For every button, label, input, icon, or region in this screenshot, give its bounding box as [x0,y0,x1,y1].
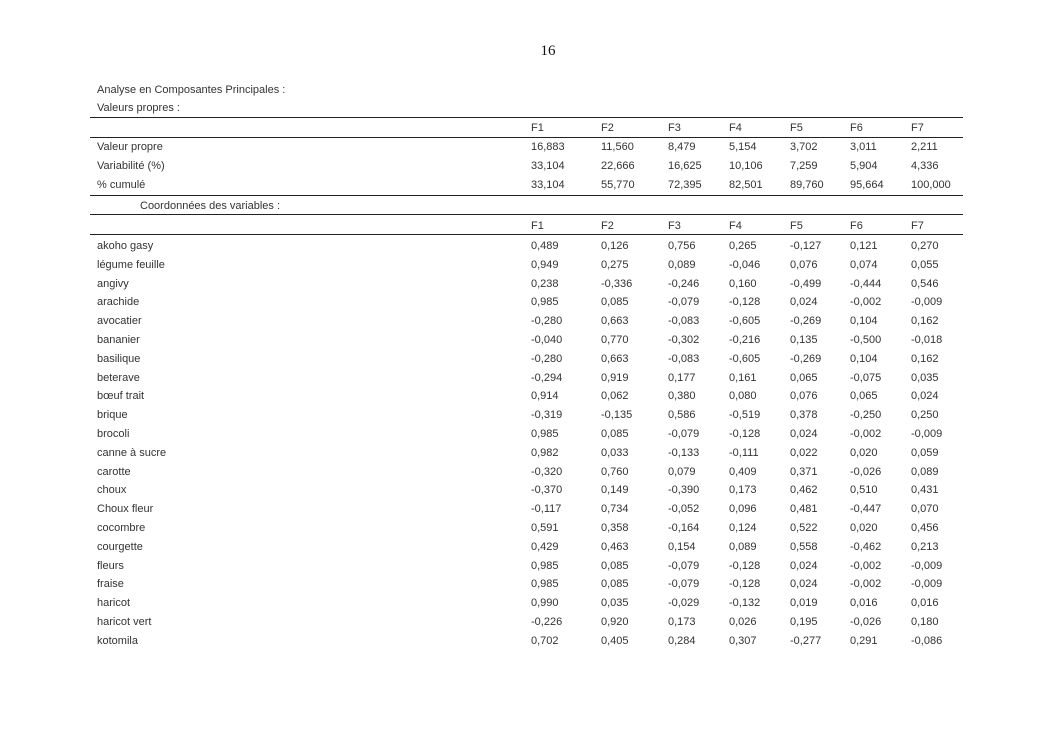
table-cell: -0,127 [790,240,822,252]
row-label: fraise [97,578,124,591]
table-cell: -0,605 [729,315,761,328]
table-cell: 0,250 [911,409,939,422]
row-label: bananier [97,334,140,346]
table-cell: -0,226 [531,616,563,628]
column-header: F3 [668,220,681,232]
column-header: F1 [531,122,544,134]
table-cell: 0,663 [601,352,629,365]
table-cell: 10,106 [729,160,763,172]
table-cell: 16,625 [668,160,702,172]
column-header: F6 [850,220,863,232]
table-rule [90,234,963,235]
table-cell: -0,370 [531,484,563,497]
column-header: F4 [729,220,742,232]
table-cell: 0,154 [668,540,696,553]
table-cell: 0,016 [850,597,878,610]
table-cell: 0,510 [850,484,878,497]
table-cell: -0,280 [531,352,563,365]
table-row [0,633,1053,649]
table-cell: 0,059 [911,446,939,459]
table-cell: 0,920 [601,616,629,628]
table-cell: 0,456 [911,522,939,534]
table-cell: 0,161 [729,371,757,384]
table-cell: 33,104 [531,179,565,191]
table-cell: -0,246 [668,277,700,290]
table-cell: 0,982 [531,446,559,459]
table-cell: 0,162 [911,352,939,365]
table-cell: -0,128 [729,428,761,440]
table-cell: -0,128 [729,578,761,591]
page-number: 16 [540,43,556,59]
table-cell: 0,985 [531,559,559,572]
table-cell: 0,405 [601,634,629,647]
table-cell: 22,666 [601,160,635,172]
row-label: Choux fleur [97,503,154,516]
table-row [0,257,1053,273]
table-cell: 89,760 [790,179,824,191]
table-cell: 0,020 [850,446,878,459]
table-cell: 0,481 [790,503,818,516]
table-cell: 7,259 [790,160,818,172]
table-cell: -0,133 [668,446,700,459]
table-cell: 0,195 [790,616,818,628]
table-cell: -0,046 [729,258,761,271]
table-cell: 0,663 [601,315,629,328]
column-header: F3 [668,122,681,134]
table-row [0,501,1053,517]
table-row [0,158,1053,174]
row-label: légume feuille [97,258,165,271]
table-cell: 0,949 [531,258,559,271]
table-cell: 0,489 [531,240,559,252]
table-cell: -0,079 [668,559,700,572]
row-label: choux [97,484,127,497]
table-cell: 0,177 [668,371,696,384]
table-cell: 0,173 [668,616,696,628]
table-cell: 0,080 [729,390,757,403]
column-header: F2 [601,122,614,134]
table-cell: -0,500 [850,334,882,346]
row-label: kotomila [97,634,138,647]
row-label: angivy [97,277,129,290]
table-cell: 0,213 [911,540,939,553]
table-cell: 0,558 [790,540,818,553]
table-rule [90,137,963,138]
table-cell: 0,429 [531,540,559,553]
row-label: Valeur propre [97,141,163,153]
table-cell: -0,605 [729,352,761,365]
table-cell: 0,756 [668,240,696,252]
table-cell: 16,883 [531,141,565,153]
table-cell: 0,270 [911,240,939,252]
column-header: F7 [911,220,924,232]
table-cell: -0,009 [911,296,943,309]
analysis-title: Analyse en Composantes Principales : [97,84,286,96]
table-cell: -0,111 [729,446,759,459]
table-cell: 0,024 [790,578,818,591]
table-cell: 0,358 [601,522,629,534]
table-cell: 0,431 [911,484,939,497]
table-cell: 0,919 [601,371,629,384]
table-cell: 0,180 [911,616,939,628]
table-cell: -0,499 [790,277,822,290]
row-label: cocombre [97,522,146,534]
table-cell: -0,018 [911,334,943,346]
table-cell: 0,371 [790,465,818,478]
table-cell: 0,291 [850,634,878,647]
table-cell: 0,035 [911,371,939,384]
row-label: akoho gasy [97,240,154,252]
table-row [0,426,1053,442]
table-cell: 0,126 [601,240,629,252]
table-cell: 0,104 [850,315,878,328]
table-cell: 0,275 [601,258,629,271]
table-row [0,388,1053,404]
table-row [0,276,1053,292]
row-label: haricot vert [97,616,152,628]
table-cell: -0,079 [668,578,700,591]
table-cell: -0,117 [531,503,562,516]
table-cell: -0,277 [790,634,822,647]
table-cell: 100,000 [911,179,951,191]
table-cell: 0,089 [729,540,757,553]
table-cell: 11,560 [601,141,634,153]
row-label: canne à sucre [97,446,167,459]
table-row [0,177,1053,193]
table-cell: -0,002 [850,578,882,591]
table-cell: -0,390 [668,484,700,497]
table-cell: 0,074 [850,258,878,271]
table-cell: 95,664 [850,179,884,191]
table-cell: -0,083 [668,315,700,328]
table-cell: -0,029 [668,597,700,610]
table-cell: 5,904 [850,160,878,172]
table-cell: 0,591 [531,522,559,534]
table-cell: 0,033 [601,446,629,459]
table-row [0,558,1053,574]
table-cell: 8,479 [668,141,696,153]
row-label: carotte [97,465,131,478]
table-cell: 0,089 [668,258,696,271]
table-cell: -0,002 [850,428,882,440]
table-cell: 0,990 [531,597,559,610]
table-row [0,294,1053,310]
table-cell: 0,160 [729,277,757,290]
table-cell: 0,096 [729,503,757,516]
table-cell: -0,079 [668,296,700,309]
row-label: fleurs [97,559,124,572]
table-row [0,482,1053,498]
table-row [0,139,1053,155]
table-cell: 0,022 [790,446,818,459]
table-cell: 0,024 [790,296,818,309]
table-cell: 0,076 [790,390,818,403]
table-cell: 0,462 [790,484,818,497]
table-cell: 0,085 [601,428,629,440]
table-cell: 0,463 [601,540,629,553]
column-header: F7 [911,122,924,134]
row-label: arachide [97,296,140,309]
table-cell: 0,985 [531,296,559,309]
table-cell: 0,173 [729,484,757,497]
table-cell: 0,238 [531,277,559,290]
table-rule [90,214,963,215]
table-cell: 0,149 [601,484,629,497]
table-cell: 0,734 [601,503,629,516]
table-cell: -0,462 [850,540,882,553]
table-cell: 0,085 [601,296,629,309]
column-header: F6 [850,122,863,134]
table-row [0,407,1053,423]
row-label: bœuf trait [97,390,145,403]
table-cell: 33,104 [531,160,565,172]
table-cell: 3,702 [790,141,818,153]
table-cell: 3,011 [850,141,877,153]
coordinates-title: Coordonnées des variables : [140,200,281,212]
column-header: F1 [531,220,544,232]
row-label: brique [97,409,128,422]
table-cell: -0,280 [531,315,563,328]
table-cell: 0,380 [668,390,696,403]
table-row [0,539,1053,555]
table-cell: -0,086 [911,634,943,647]
row-label: avocatier [97,315,142,328]
table-cell: 0,062 [601,390,629,403]
coordinates-title-row [0,198,1053,214]
table-cell: -0,269 [790,315,822,328]
column-header: F5 [790,220,803,232]
eigenvalues-title: Valeurs propres : [97,102,180,114]
table-row [0,464,1053,480]
table-cell: 0,065 [850,390,878,403]
table-cell: 0,135 [790,334,818,346]
table-cell: -0,135 [601,409,633,422]
table-cell: 0,121 [850,240,878,252]
table-row [0,370,1053,386]
row-label: haricot [97,597,131,610]
table-row [0,595,1053,611]
table-cell: -0,075 [850,371,882,384]
table-cell: 0,307 [729,634,757,647]
table-row [0,520,1053,536]
table-cell: 4,336 [911,160,939,172]
column-header: F4 [729,122,742,134]
row-label: brocoli [97,428,130,440]
table-cell: 0,770 [601,334,629,346]
table-cell: 0,070 [911,503,939,516]
table-cell: 0,024 [911,390,939,403]
table-row [0,445,1053,461]
table-cell: 0,522 [790,522,818,534]
table-cell: 0,702 [531,634,559,647]
table-row [0,351,1053,367]
table-cell: 0,085 [601,578,629,591]
table-cell: -0,294 [531,371,563,384]
column-header: F2 [601,220,614,232]
table-cell: 0,065 [790,371,818,384]
table-cell: 0,076 [790,258,818,271]
row-label: beterave [97,371,140,384]
table-cell: 5,154 [729,141,757,153]
table-row [0,238,1053,254]
table-rule [90,195,963,196]
table-cell: -0,132 [729,597,761,610]
table-row [0,332,1053,348]
table-cell: 0,079 [668,465,696,478]
table-row [0,576,1053,592]
table-cell: -0,250 [850,409,882,422]
table-cell: -0,026 [850,465,882,478]
row-label: % cumulé [97,179,146,191]
table-cell: 0,024 [790,559,818,572]
table-cell: -0,002 [850,296,882,309]
table-row [0,614,1053,630]
table-row [0,313,1053,329]
table-cell: -0,040 [531,334,563,346]
table-cell: 0,284 [668,634,696,647]
table-cell: 0,035 [601,597,629,610]
table-cell: -0,009 [911,559,943,572]
table-cell: 0,985 [531,428,559,440]
table-cell: 0,409 [729,465,757,478]
row-label: courgette [97,540,143,553]
table-cell: 0,024 [790,428,818,440]
table-rule [90,117,963,118]
table-cell: -0,079 [668,428,700,440]
table-cell: 72,395 [668,179,702,191]
table-cell: -0,447 [850,503,882,516]
table-cell: 0,378 [790,409,818,422]
row-label: Variabilité (%) [97,160,165,172]
table-cell: -0,128 [729,559,761,572]
table-cell: 0,985 [531,578,559,591]
table-cell: 0,265 [729,240,757,252]
table-cell: 0,104 [850,352,878,365]
table-cell: -0,083 [668,352,700,365]
column-header: F5 [790,122,803,134]
table-cell: -0,128 [729,296,761,309]
table-cell: -0,320 [531,465,563,478]
table-cell: 0,085 [601,559,629,572]
eigen-header-row [0,120,1053,136]
table-cell: -0,009 [911,428,943,440]
table-cell: 0,586 [668,409,696,422]
table-cell: 0,019 [790,597,818,610]
table-cell: 0,089 [911,465,939,478]
table-cell: -0,302 [668,334,700,346]
table-cell: -0,444 [850,277,882,290]
table-cell: 82,501 [729,179,763,191]
table-cell: -0,269 [790,352,822,365]
table-cell: 0,914 [531,390,559,403]
coord-header-row [0,218,1053,234]
table-cell: -0,519 [729,409,761,422]
table-cell: 0,016 [911,597,939,610]
table-cell: -0,002 [850,559,882,572]
table-cell: 0,124 [729,522,757,534]
table-cell: -0,164 [668,522,700,534]
table-cell: -0,336 [601,277,633,290]
row-label: basilique [97,352,141,365]
table-cell: -0,052 [668,503,700,516]
table-cell: -0,216 [729,334,761,346]
table-cell: -0,009 [911,578,943,591]
table-cell: 0,026 [729,616,757,628]
table-cell: 0,162 [911,315,939,328]
table-cell: 2,211 [911,141,938,153]
table-cell: -0,319 [531,409,563,422]
table-cell: 0,055 [911,258,939,271]
table-cell: -0,026 [850,616,882,628]
table-cell: 0,546 [911,277,939,290]
table-cell: 0,020 [850,522,878,534]
table-cell: 0,760 [601,465,629,478]
table-cell: 55,770 [601,179,635,191]
